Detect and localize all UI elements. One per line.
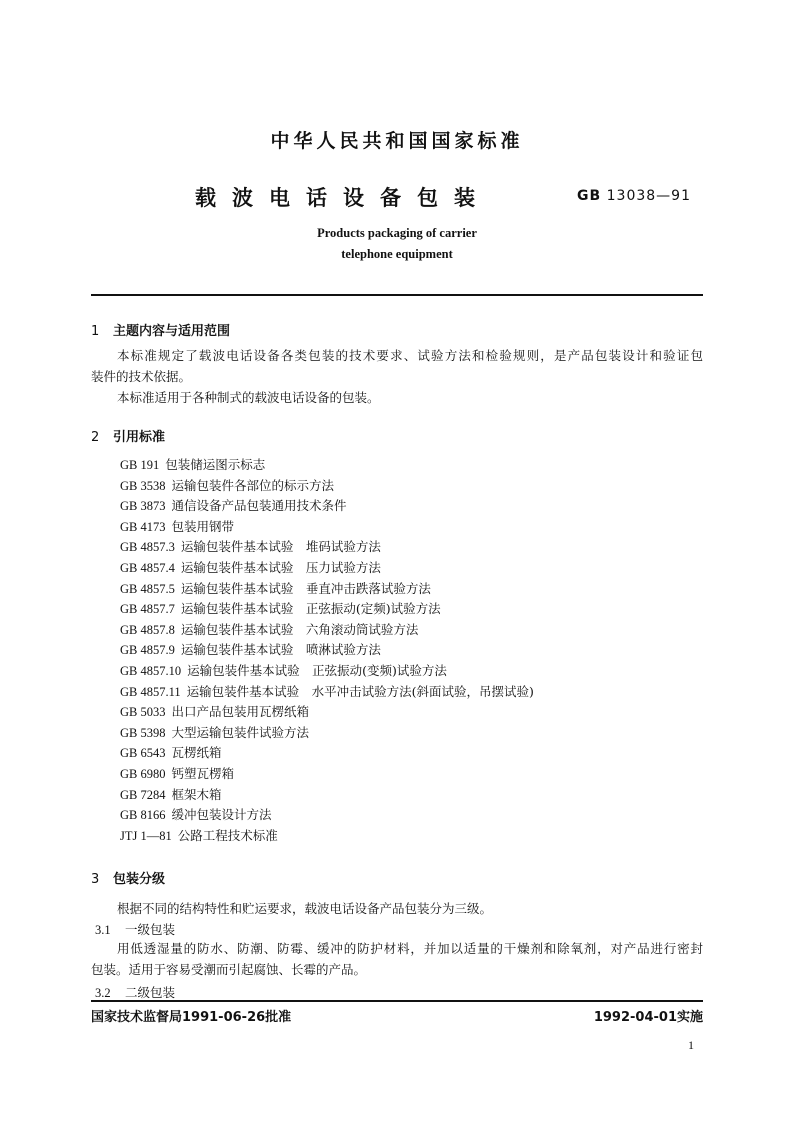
reference-code: GB 4173 — [120, 519, 166, 534]
section-title: 主题内容与适用范围 — [113, 324, 231, 339]
reference-item — [120, 496, 534, 517]
reference-item — [120, 640, 534, 661]
reference-item — [120, 785, 534, 806]
subsection-3-1-body — [91, 938, 703, 980]
reference-item — [120, 599, 534, 620]
paragraph-line: 用低透湿量的防水、防潮、防霉、缓冲的防护材料，并加以适量的干燥剂和除氧剂，对产品进行密封 — [117, 941, 703, 956]
reference-code: GB 191 — [120, 458, 160, 472]
reference-item — [120, 764, 534, 785]
standard-prefix: GB — [577, 188, 602, 204]
section-title: 引用标准 — [113, 430, 166, 445]
reference-title: 运输包装件基本试验 喷淋试验方法 — [180, 642, 381, 658]
reference-title: 运输包装件基本试验 垂直冲击跌落试验方法 — [180, 580, 431, 596]
document-title-en-line1: Products packaging of carrier — [317, 226, 477, 240]
national-standard-header: 中华人民共和国国家标准 — [270, 130, 524, 152]
issue-date: 国家技术监督局1991-06-26批准 — [91, 1010, 292, 1025]
paragraph-line: 本标准规定了载波电话设备各类包装的技术要求、试验方法和检验规则，是产品包装设计和验证包 — [117, 348, 703, 363]
page-number: 1 — [688, 1038, 694, 1052]
reference-item — [120, 517, 534, 538]
reference-title: 框架木箱 — [171, 786, 222, 802]
reference-title: 运输包装件基本试验 正弦振动(定频)试验方法 — [180, 601, 441, 617]
section-number: 3 — [91, 872, 100, 887]
footer-divider — [91, 1000, 703, 1002]
reference-title: 运输包装件基本试验 正弦振动(变频)试验方法 — [187, 662, 447, 678]
subsection-number: 3.2 — [95, 986, 111, 1000]
reference-item — [120, 702, 534, 723]
reference-title: 运输包装件各部位的标示方法 — [171, 477, 335, 493]
paragraph-line: 包装。适用于容易受潮而引起腐蚀、长霉的产品。 — [91, 962, 367, 977]
document-title-en-line2: telephone equipment — [341, 247, 453, 261]
reference-title: 运输包装件基本试验 水平冲击试验方法(斜面试验，吊摆试验) — [186, 683, 534, 699]
reference-code: GB 4857.5 — [120, 581, 175, 596]
reference-title: 公路工程技术标准 — [177, 827, 278, 843]
reference-code: GB 4857.7 — [120, 602, 175, 617]
section-1-body — [91, 345, 703, 408]
subsection-number: 3.1 — [95, 923, 111, 937]
reference-code: GB 3538 — [120, 478, 166, 493]
reference-item — [120, 537, 534, 558]
reference-item — [120, 455, 534, 476]
section-3-intro — [91, 898, 703, 919]
standard-number — [577, 188, 691, 204]
reference-title: 钙塑瓦楞箱 — [171, 765, 235, 781]
reference-title: 包装储运图示标志 — [165, 457, 266, 472]
reference-code: JTJ 1—81 — [120, 828, 172, 843]
reference-code: GB 4857.9 — [120, 643, 175, 658]
reference-code: GB 6543 — [120, 746, 166, 761]
effective-date: 1992-04-01实施 — [593, 1010, 703, 1025]
reference-code: GB 5033 — [120, 705, 166, 720]
reference-item — [120, 476, 534, 497]
paragraph: 本标准适用于各种制式的载波电话设备的包装。 — [117, 390, 380, 405]
reference-code: GB 4857.11 — [120, 684, 181, 699]
subsection-3-1-heading — [95, 920, 175, 938]
reference-code: GB 7284 — [120, 787, 166, 802]
section-1-heading — [91, 320, 230, 339]
reference-title: 瓦楞纸箱 — [171, 745, 222, 761]
reference-title: 运输包装件基本试验 堆码试验方法 — [180, 539, 381, 555]
paragraph-line: 装件的技术依据。 — [91, 369, 192, 384]
reference-title: 出口产品包装用瓦楞纸箱 — [171, 704, 310, 720]
reference-item — [120, 743, 534, 764]
reference-item — [120, 805, 534, 826]
reference-code: GB 8166 — [120, 808, 166, 823]
reference-code: GB 3873 — [120, 499, 166, 514]
section-2-heading — [91, 426, 165, 445]
paragraph: 根据不同的结构特性和贮运要求，载波电话设备产品包装分为三级。 — [117, 901, 493, 916]
reference-code: GB 4857.3 — [120, 540, 175, 555]
section-title: 包装分级 — [113, 872, 166, 887]
reference-item — [120, 620, 534, 641]
section-number: 2 — [91, 430, 100, 445]
reference-title: 运输包装件基本试验 压力试验方法 — [180, 559, 381, 575]
document-title-cn: 载波电话设备包装 — [195, 186, 491, 210]
reference-item — [120, 682, 534, 703]
reference-title: 运输包装件基本试验 六角滚动筒试验方法 — [180, 621, 419, 637]
reference-code: GB 6980 — [120, 766, 166, 781]
reference-item — [120, 558, 534, 579]
reference-item — [120, 826, 534, 847]
reference-title: 大型运输包装件试验方法 — [171, 724, 310, 740]
subsection-title: 二级包装 — [125, 985, 176, 1000]
subsection-title: 一级包装 — [125, 922, 176, 937]
reference-title: 包装用钢带 — [171, 518, 235, 534]
reference-item — [120, 579, 534, 600]
reference-title: 缓冲包装设计方法 — [171, 807, 272, 823]
reference-code: GB 4857.4 — [120, 560, 175, 575]
section-3-heading — [91, 868, 165, 887]
reference-code: GB 4857.8 — [120, 622, 175, 637]
referenced-standards-list — [120, 455, 534, 846]
standard-code: 13038—91 — [606, 188, 691, 204]
reference-item — [120, 661, 534, 682]
reference-title: 通信设备产品包装通用技术条件 — [171, 498, 347, 514]
reference-item — [120, 723, 534, 744]
reference-code: GB 4857.10 — [120, 663, 182, 678]
section-number: 1 — [91, 324, 100, 339]
subsection-3-2-heading — [95, 983, 175, 1001]
header-divider — [91, 294, 703, 296]
reference-code: GB 5398 — [120, 725, 166, 740]
